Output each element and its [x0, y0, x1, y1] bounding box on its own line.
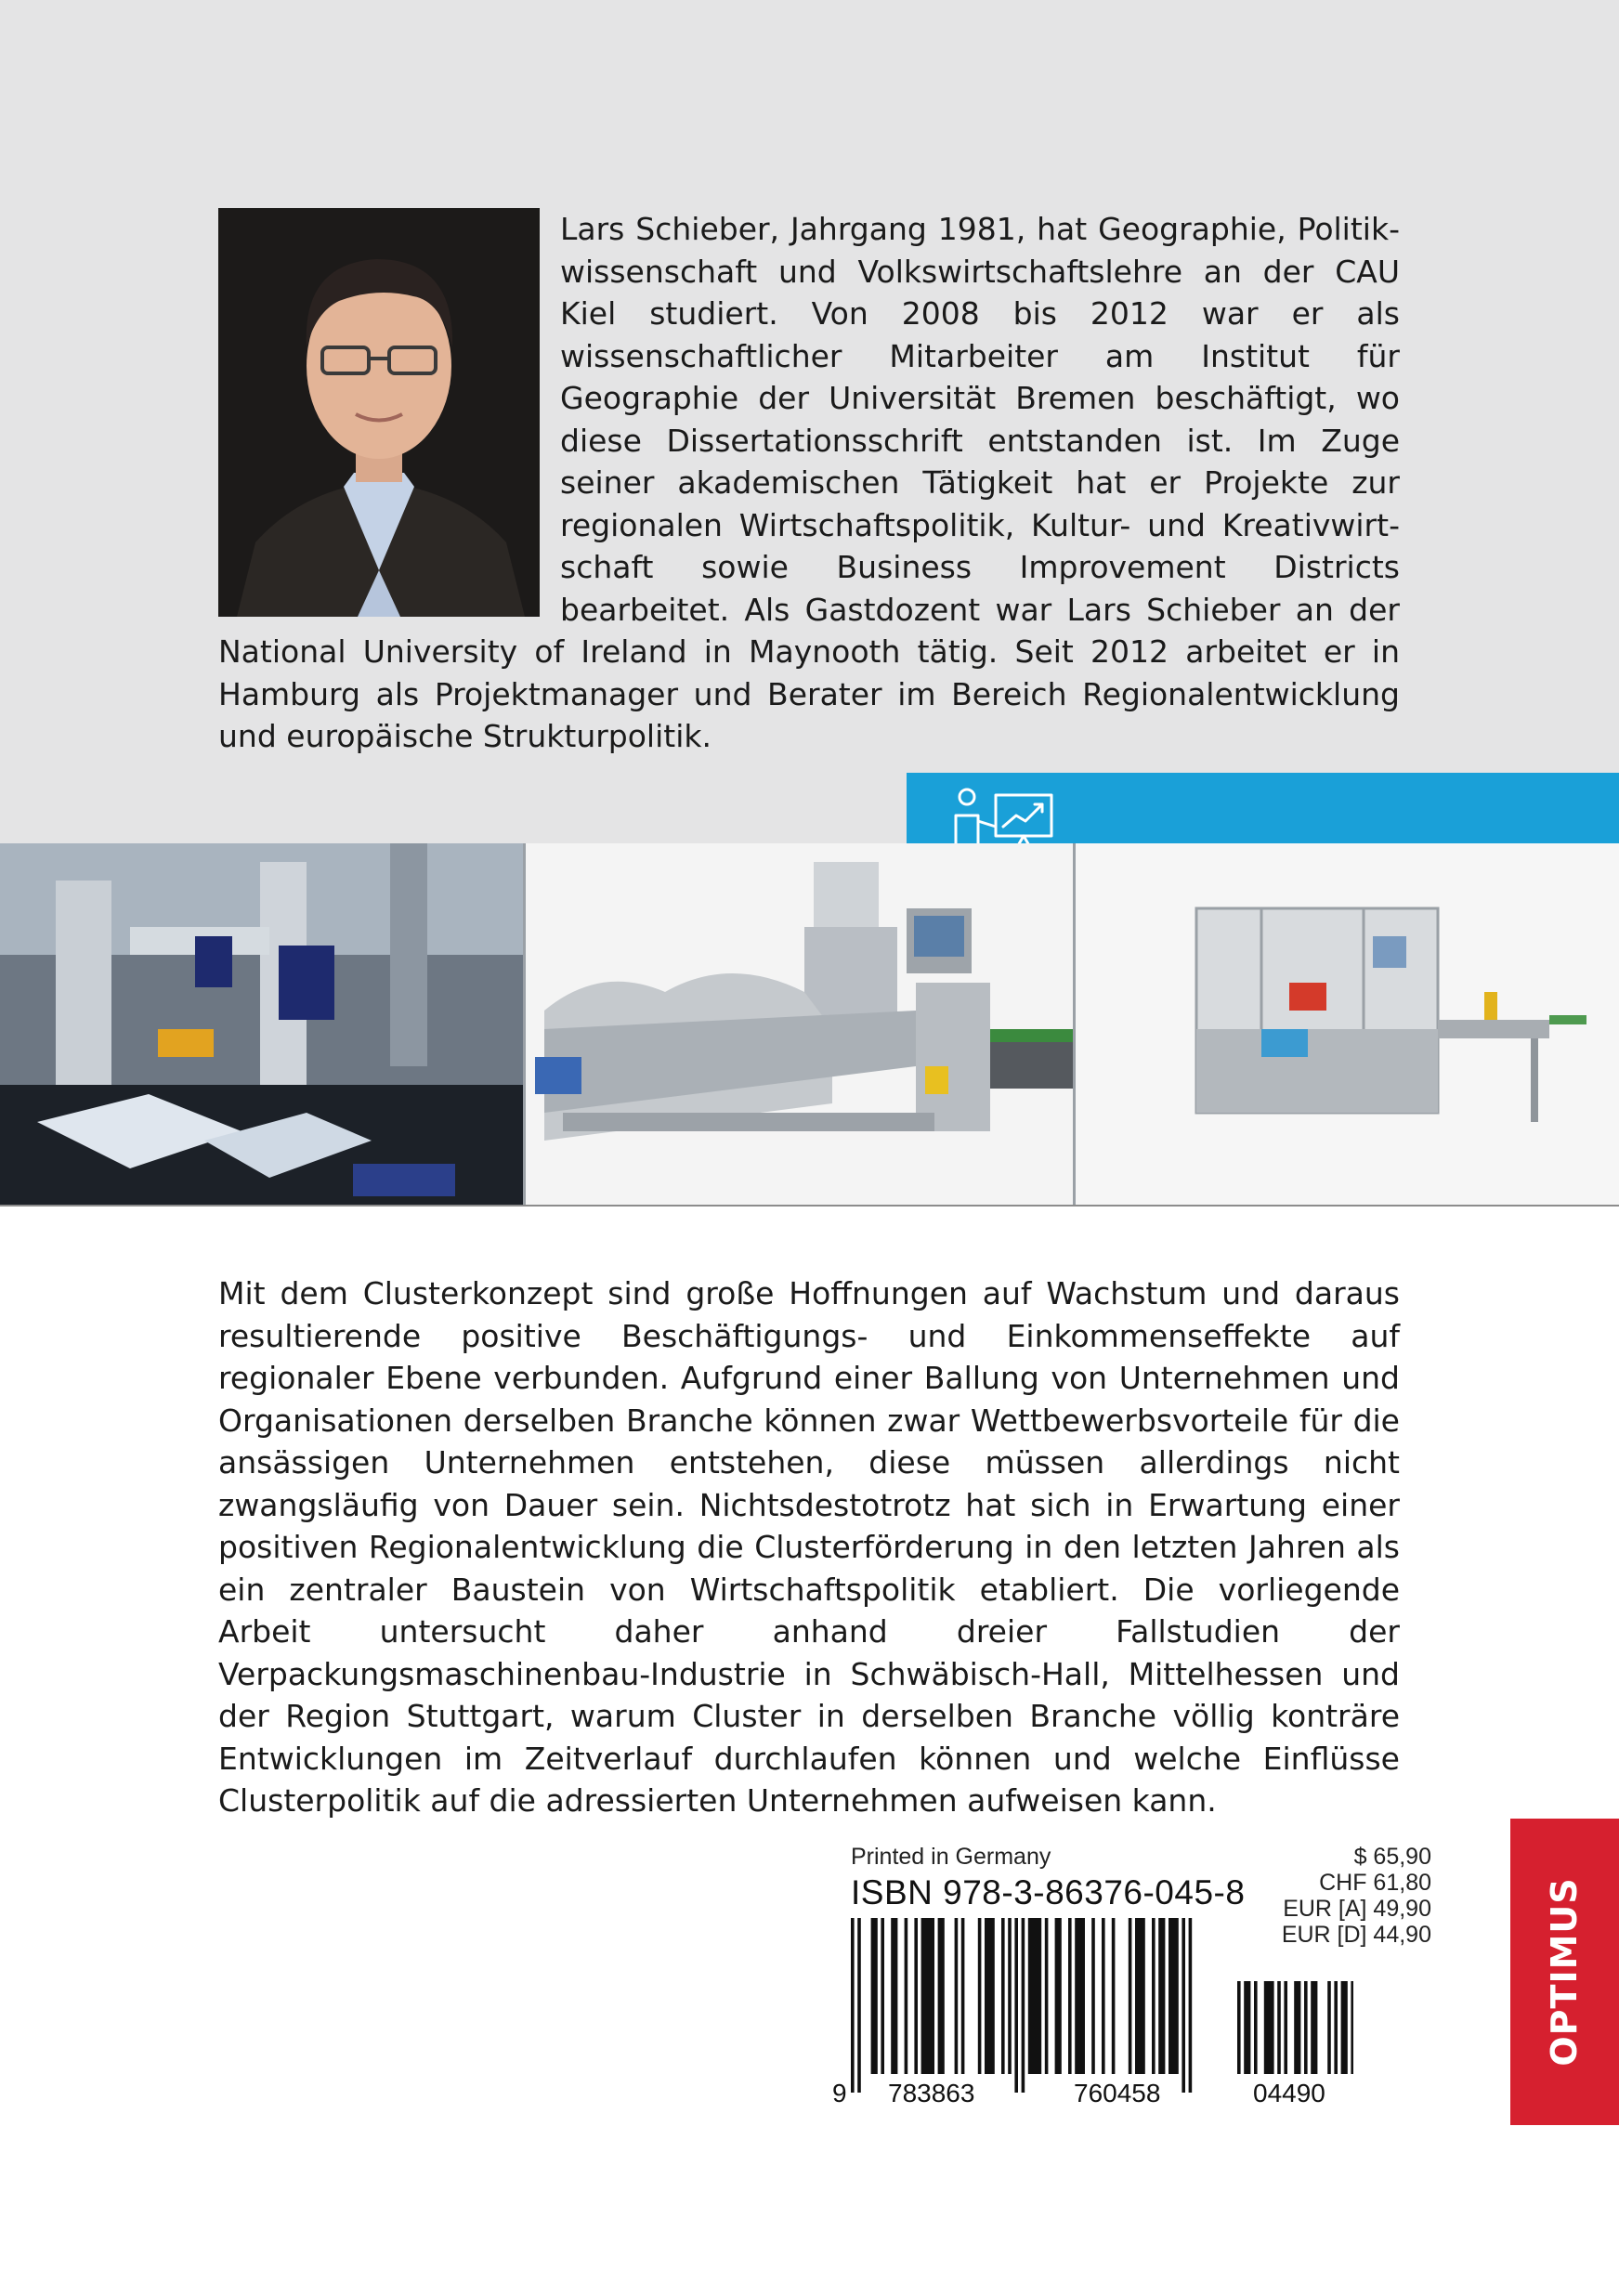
photo-divider: [523, 843, 526, 1206]
barcode-bar: [1351, 1981, 1353, 2074]
barcode-bar: [1341, 1981, 1348, 2074]
price-eur-a: EUR [A] 49,90: [1283, 1896, 1431, 1922]
barcode-bar: [1244, 1981, 1250, 2074]
barcode-bar: [1304, 1981, 1308, 2074]
barcode-bar: [961, 1918, 965, 2074]
barcode-bar: [891, 1918, 897, 2074]
barcode-bar: [1129, 1918, 1132, 2074]
barcode-bar: [881, 1918, 884, 2074]
barcode-bar: [985, 1918, 995, 2074]
barcode-block: [832, 1844, 1431, 2122]
book-summary: [218, 1272, 1400, 1822]
barcode-digits-left: 783863: [888, 2079, 975, 2107]
barcode-bar: [1068, 1918, 1072, 2074]
barcode-bar: [1264, 1981, 1274, 2074]
addon-digits: 04490: [1253, 2079, 1325, 2107]
photo-divider: [1073, 843, 1076, 1206]
barcode-bar: [1334, 1981, 1338, 2074]
barcode-bar: [1284, 1981, 1287, 2074]
section-rule: [0, 1205, 1619, 1207]
price-eur-d: EUR [D] 44,90: [1281, 1922, 1431, 1948]
barcode-bar: [1102, 1918, 1105, 2074]
barcode-digits-right: 760458: [1074, 2079, 1161, 2107]
barcode-bar: [1112, 1918, 1116, 2074]
barcode-bar: [871, 1918, 878, 2074]
barcode-bar: [1001, 1918, 1005, 2074]
barcode-bar: [955, 1918, 959, 2074]
author-bio-text: Lars Schieber, Jahrgang 1981, hat Geographie, Politikwissenschaft und Volkswirtschaftslehre an der CAU Kiel studiert. Von 2008 bis 2012 war er als wissenschaftlicher Mitarbeiter am Institut für Geographie der Universität Bremen beschäftigt, wo diese Dissertationsschrift entstanden ist. Im Zuge seiner akademischen Tätigkeit hat er Projekte zur regionalen Wirtschaftspolitik, Kultur- und Kreativwirtschaft sowie Business Improvement Districts bearbeitet. Als Gastdozent war Lars Schieber an der National University of Ireland in Maynooth tätig. Seit 2012 arbeitet er in Hamburg als Projektmanager und Berater im Bereich Regionalentwicklung und europäische Strukturpolitik.: [218, 211, 1400, 754]
barcode-bar: [921, 1918, 934, 2074]
price-chf: CHF 61,80: [1319, 1870, 1431, 1896]
machine-photo-2: [526, 843, 1073, 1206]
machine-photo-strip: [0, 843, 1619, 1206]
barcode-bar: [851, 1918, 855, 2093]
barcode-bar: [938, 1918, 945, 2074]
barcode-bar: [978, 1918, 982, 2074]
barcode-bar: [905, 1918, 908, 2074]
barcode-bar: [1022, 1918, 1025, 2093]
barcode-bar: [1311, 1981, 1317, 2074]
barcode-bar: [1152, 1918, 1155, 2074]
barcode-bar: [914, 1918, 918, 2074]
ean-barcode: [851, 1918, 1213, 2093]
author-bio: [218, 208, 1400, 758]
barcode-bar: [1169, 1918, 1179, 2074]
printed-in-label: Printed in Germany: [851, 1844, 1051, 1870]
barcode-bar: [1091, 1918, 1095, 2074]
barcode-bar: [1294, 1981, 1300, 2074]
barcode-bar: [1158, 1918, 1165, 2074]
publisher-name: OPTIMUS: [1544, 1877, 1585, 2067]
publisher-logo: [1510, 1819, 1619, 2125]
barcode-bar: [1045, 1918, 1049, 2074]
barcode-bar: [1075, 1918, 1085, 2074]
portrait-spacer: [218, 208, 560, 620]
barcode-bar: [857, 1918, 861, 2093]
book-summary-text: Mit dem Clusterkonzept sind große Hoffnungen auf Wachstum und daraus resultierende positive Beschäftigungs- und Einkommenseffekte auf regionaler Ebene verbunden. Aufgrund einer Ballung von Unternehmen und Organisationen derselben Branche können zwar Wettbewerbsvorteile für die ansässigen Unternehmen entstehen, diese müssen allerdings nicht zwangsläufig von Dauer sein. Nichtsdestotrotz hat sich in Erwartung einer positiven Regionalentwicklung die Clusterförderung in den letzten Jahren als ein zentraler Baustein von Wirtschaftspolitik etabliert. Die vorliegende Arbeit untersucht daher anhand dreier Fallstudien der Verpackungsmaschinenbau-Industrie in Schwäbisch-Hall, Mittelhessen und der Region Stuttgart, warum Cluster in derselben Branche völlig konträre Entwicklungen im Zeitverlauf durchlaufen können und welche Einflüsse Clusterpolitik auf die adressierten Unternehmen aufweisen kann.: [218, 1275, 1400, 1819]
barcode-bar: [1327, 1981, 1331, 2074]
barcode-bar: [1189, 1918, 1193, 2093]
price-usd: $ 65,90: [1353, 1844, 1431, 1870]
barcode-bar: [1277, 1981, 1281, 2074]
barcode-bar: [1014, 1918, 1018, 2093]
barcode-bar: [1237, 1981, 1241, 2074]
barcode-bar: [1182, 1918, 1185, 2093]
price-list: [1246, 1844, 1431, 1948]
addon-barcode: [1237, 1981, 1353, 2093]
barcode-bar: [1008, 1918, 1012, 2074]
machine-photo-3: [1076, 843, 1619, 1206]
isbn-label: ISBN 978-3-86376-045-8: [851, 1873, 1246, 1911]
machine-photo-1: [0, 843, 523, 1206]
barcode-digit-first: 9: [832, 2079, 847, 2107]
barcode-bar: [1055, 1918, 1062, 2074]
barcode-bar: [1254, 1981, 1258, 2074]
barcode-bar: [1135, 1918, 1145, 2074]
barcode-bar: [1028, 1918, 1041, 2074]
